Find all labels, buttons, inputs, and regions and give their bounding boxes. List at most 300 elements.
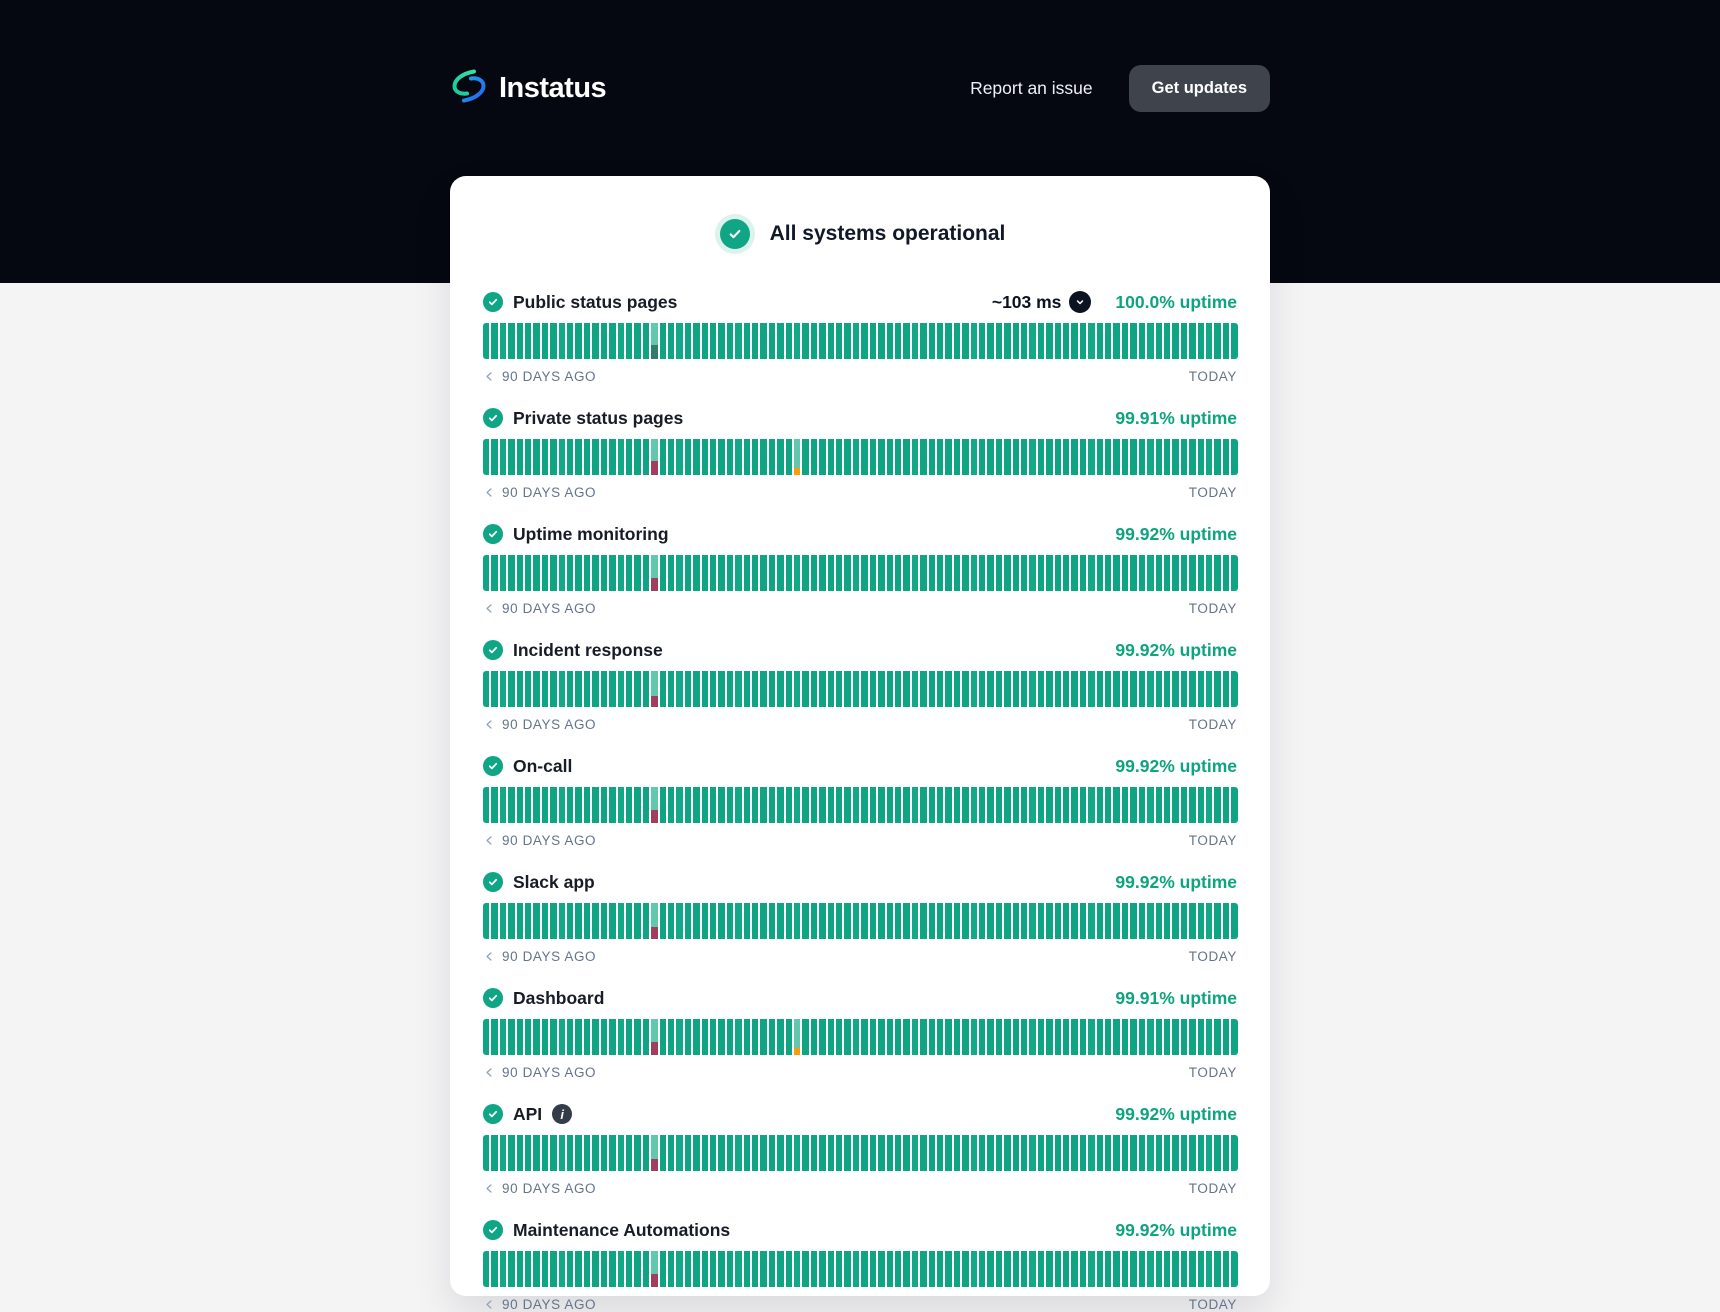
uptime-bar[interactable] [844, 323, 850, 359]
uptime-bar[interactable] [1231, 671, 1237, 707]
uptime-bar[interactable] [1063, 1019, 1069, 1055]
uptime-bar[interactable] [601, 555, 607, 591]
uptime-bar[interactable] [861, 1251, 867, 1287]
uptime-bar[interactable] [592, 1251, 598, 1287]
uptime-bar[interactable] [500, 671, 506, 707]
uptime-bar[interactable] [1172, 671, 1178, 707]
uptime-bar[interactable] [1063, 439, 1069, 475]
uptime-bar[interactable] [811, 1251, 817, 1287]
uptime-bar[interactable] [1156, 903, 1162, 939]
uptime-bar[interactable] [786, 555, 792, 591]
uptime-bar[interactable] [937, 323, 943, 359]
uptime-bars[interactable] [483, 671, 1237, 707]
uptime-bar[interactable] [567, 1251, 573, 1287]
uptime-bar[interactable] [987, 1135, 993, 1171]
uptime-bar[interactable] [668, 787, 674, 823]
uptime-bar[interactable] [517, 555, 523, 591]
uptime-bar[interactable] [491, 439, 497, 475]
uptime-bar[interactable] [1080, 671, 1086, 707]
uptime-bar[interactable] [1223, 671, 1229, 707]
uptime-bar[interactable] [1156, 323, 1162, 359]
uptime-bar[interactable] [1105, 671, 1111, 707]
uptime-bar[interactable] [609, 671, 615, 707]
uptime-bar[interactable] [676, 671, 682, 707]
uptime-bar[interactable] [525, 1019, 531, 1055]
uptime-bar[interactable] [609, 555, 615, 591]
uptime-bar[interactable] [861, 555, 867, 591]
uptime-bar[interactable] [1122, 903, 1128, 939]
uptime-bar[interactable] [903, 1019, 909, 1055]
uptime-bar[interactable] [483, 903, 489, 939]
uptime-bar[interactable] [1021, 903, 1027, 939]
uptime-bar[interactable] [1063, 555, 1069, 591]
uptime-bar[interactable] [601, 903, 607, 939]
uptime-bar[interactable] [634, 555, 640, 591]
uptime-bar[interactable] [718, 1251, 724, 1287]
uptime-bar[interactable] [870, 323, 876, 359]
uptime-bar[interactable] [1206, 671, 1212, 707]
uptime-bar[interactable] [828, 323, 834, 359]
uptime-bar[interactable] [550, 439, 556, 475]
uptime-bar[interactable] [1223, 1135, 1229, 1171]
uptime-bar[interactable] [1164, 787, 1170, 823]
uptime-bar[interactable] [861, 903, 867, 939]
uptime-bar[interactable] [777, 1251, 783, 1287]
uptime-bar[interactable] [760, 555, 766, 591]
uptime-bar[interactable] [903, 1251, 909, 1287]
uptime-bar[interactable] [1147, 555, 1153, 591]
uptime-bar[interactable] [660, 1251, 666, 1287]
uptime-bar[interactable] [559, 671, 565, 707]
uptime-bar[interactable] [584, 439, 590, 475]
uptime-bar[interactable] [1198, 1251, 1204, 1287]
uptime-bar[interactable] [1189, 1019, 1195, 1055]
uptime-bar[interactable] [1223, 323, 1229, 359]
uptime-bar[interactable] [735, 671, 741, 707]
uptime-bar[interactable] [525, 1135, 531, 1171]
uptime-bar[interactable] [744, 671, 750, 707]
uptime-bar[interactable] [853, 1135, 859, 1171]
uptime-bar[interactable] [996, 787, 1002, 823]
uptime-bar[interactable] [971, 787, 977, 823]
uptime-bar[interactable] [727, 787, 733, 823]
uptime-bar[interactable] [584, 903, 590, 939]
uptime-bar[interactable] [626, 555, 632, 591]
uptime-bar[interactable] [1113, 1135, 1119, 1171]
uptime-bar[interactable] [1013, 555, 1019, 591]
uptime-bar[interactable] [651, 671, 657, 707]
uptime-bar[interactable] [575, 1251, 581, 1287]
uptime-bar[interactable] [1164, 1251, 1170, 1287]
uptime-bar[interactable] [491, 555, 497, 591]
uptime-bar[interactable] [1156, 1019, 1162, 1055]
uptime-bar[interactable] [702, 555, 708, 591]
uptime-bar[interactable] [525, 1251, 531, 1287]
uptime-bar[interactable] [1206, 1251, 1212, 1287]
uptime-bar[interactable] [718, 787, 724, 823]
uptime-bar[interactable] [861, 787, 867, 823]
uptime-bar[interactable] [1055, 555, 1061, 591]
uptime-bar[interactable] [517, 903, 523, 939]
uptime-bar[interactable] [979, 555, 985, 591]
uptime-bar[interactable] [626, 1251, 632, 1287]
uptime-bar[interactable] [727, 555, 733, 591]
uptime-bar[interactable] [718, 439, 724, 475]
uptime-bar[interactable] [567, 787, 573, 823]
uptime-bar[interactable] [1004, 1251, 1010, 1287]
uptime-bar[interactable] [618, 671, 624, 707]
uptime-bar[interactable] [836, 1019, 842, 1055]
uptime-bar[interactable] [1181, 555, 1187, 591]
uptime-bar[interactable] [735, 1135, 741, 1171]
uptime-bar[interactable] [1214, 787, 1220, 823]
uptime-bar[interactable] [752, 1251, 758, 1287]
uptime-bar[interactable] [937, 1135, 943, 1171]
uptime-bar[interactable] [752, 1135, 758, 1171]
uptime-bar[interactable] [626, 671, 632, 707]
uptime-bar[interactable] [786, 1251, 792, 1287]
uptime-bar[interactable] [903, 1135, 909, 1171]
uptime-bar[interactable] [584, 1019, 590, 1055]
uptime-bar[interactable] [718, 1019, 724, 1055]
uptime-bar[interactable] [685, 323, 691, 359]
uptime-bar[interactable] [693, 1135, 699, 1171]
uptime-bar[interactable] [1080, 1251, 1086, 1287]
uptime-bar[interactable] [525, 671, 531, 707]
uptime-bar[interactable] [693, 787, 699, 823]
uptime-bar[interactable] [693, 671, 699, 707]
uptime-bar[interactable] [1130, 555, 1136, 591]
uptime-bar[interactable] [1038, 555, 1044, 591]
uptime-bar[interactable] [517, 787, 523, 823]
uptime-bar[interactable] [920, 323, 926, 359]
uptime-bar[interactable] [979, 671, 985, 707]
uptime-bar[interactable] [912, 1135, 918, 1171]
uptime-bar[interactable] [912, 903, 918, 939]
uptime-bar[interactable] [575, 439, 581, 475]
uptime-bar[interactable] [962, 1019, 968, 1055]
report-issue-link[interactable]: Report an issue [970, 77, 1093, 98]
uptime-bar[interactable] [500, 439, 506, 475]
uptime-bar[interactable] [702, 439, 708, 475]
uptime-bar[interactable] [660, 323, 666, 359]
uptime-bar[interactable] [1113, 439, 1119, 475]
uptime-bar[interactable] [1164, 1135, 1170, 1171]
uptime-bar[interactable] [727, 671, 733, 707]
uptime-bar[interactable] [1046, 1135, 1052, 1171]
uptime-bar[interactable] [920, 1135, 926, 1171]
uptime-bar[interactable] [861, 323, 867, 359]
uptime-bar[interactable] [542, 903, 548, 939]
uptime-bar[interactable] [760, 671, 766, 707]
uptime-bar[interactable] [567, 903, 573, 939]
uptime-bar[interactable] [1113, 787, 1119, 823]
uptime-bar[interactable] [752, 671, 758, 707]
uptime-bar[interactable] [1189, 323, 1195, 359]
uptime-bar[interactable] [954, 787, 960, 823]
uptime-bar[interactable] [828, 1135, 834, 1171]
uptime-bar[interactable] [735, 323, 741, 359]
uptime-bar[interactable] [1097, 323, 1103, 359]
uptime-bar[interactable] [870, 1135, 876, 1171]
uptime-bar[interactable] [1139, 671, 1145, 707]
uptime-bar[interactable] [1063, 323, 1069, 359]
uptime-bar[interactable] [945, 787, 951, 823]
uptime-bar[interactable] [618, 555, 624, 591]
uptime-bar[interactable] [685, 555, 691, 591]
uptime-bar[interactable] [676, 323, 682, 359]
uptime-bar[interactable] [744, 555, 750, 591]
uptime-bar[interactable] [601, 1019, 607, 1055]
uptime-bar[interactable] [954, 323, 960, 359]
uptime-bar[interactable] [668, 1019, 674, 1055]
uptime-bar[interactable] [1046, 671, 1052, 707]
uptime-bar[interactable] [609, 1135, 615, 1171]
uptime-bar[interactable] [929, 1251, 935, 1287]
uptime-bar[interactable] [844, 671, 850, 707]
uptime-bar[interactable] [786, 903, 792, 939]
uptime-bar[interactable] [979, 903, 985, 939]
uptime-bar[interactable] [979, 439, 985, 475]
uptime-bar[interactable] [819, 323, 825, 359]
uptime-bar[interactable] [626, 323, 632, 359]
uptime-bar[interactable] [618, 323, 624, 359]
uptime-bar[interactable] [1105, 1251, 1111, 1287]
uptime-bar[interactable] [525, 439, 531, 475]
uptime-bar[interactable] [819, 671, 825, 707]
uptime-bar[interactable] [1130, 1019, 1136, 1055]
uptime-bar[interactable] [592, 903, 598, 939]
uptime-bar[interactable] [1097, 555, 1103, 591]
uptime-bar[interactable] [508, 903, 514, 939]
uptime-bar[interactable] [643, 323, 649, 359]
uptime-bar[interactable] [1113, 1251, 1119, 1287]
uptime-bar[interactable] [1021, 439, 1027, 475]
uptime-bar[interactable] [786, 671, 792, 707]
uptime-bar[interactable] [584, 323, 590, 359]
uptime-bar[interactable] [1029, 787, 1035, 823]
uptime-bar[interactable] [1097, 1135, 1103, 1171]
uptime-bar[interactable] [550, 903, 556, 939]
uptime-bar[interactable] [945, 555, 951, 591]
uptime-bar[interactable] [710, 787, 716, 823]
uptime-bar[interactable] [1021, 787, 1027, 823]
uptime-bar[interactable] [575, 555, 581, 591]
uptime-bar[interactable] [651, 323, 657, 359]
uptime-bar[interactable] [861, 1019, 867, 1055]
uptime-bar[interactable] [1206, 1019, 1212, 1055]
uptime-bar[interactable] [660, 903, 666, 939]
timeline-back-control[interactable] [483, 717, 596, 732]
uptime-bar[interactable] [618, 903, 624, 939]
uptime-bar[interactable] [971, 671, 977, 707]
uptime-bar[interactable] [878, 1019, 884, 1055]
uptime-bar[interactable] [735, 1251, 741, 1287]
uptime-bar[interactable] [500, 555, 506, 591]
uptime-bar[interactable] [1231, 323, 1237, 359]
uptime-bar[interactable] [819, 903, 825, 939]
uptime-bar[interactable] [844, 787, 850, 823]
uptime-bar[interactable] [676, 787, 682, 823]
uptime-bar[interactable] [1055, 671, 1061, 707]
uptime-bar[interactable] [592, 1135, 598, 1171]
uptime-bar[interactable] [1189, 1135, 1195, 1171]
uptime-bar[interactable] [1164, 439, 1170, 475]
uptime-bar[interactable] [1021, 671, 1027, 707]
uptime-bar[interactable] [491, 1135, 497, 1171]
latency-toggle[interactable] [992, 291, 1092, 313]
uptime-bar[interactable] [979, 1251, 985, 1287]
timeline-back-control[interactable] [483, 1297, 596, 1312]
uptime-bar[interactable] [727, 439, 733, 475]
uptime-bar[interactable] [1139, 903, 1145, 939]
uptime-bar[interactable] [1021, 1135, 1027, 1171]
uptime-bar[interactable] [870, 1019, 876, 1055]
uptime-bars[interactable] [483, 555, 1237, 591]
uptime-bar[interactable] [929, 1135, 935, 1171]
uptime-bar[interactable] [844, 439, 850, 475]
uptime-bar[interactable] [601, 671, 607, 707]
uptime-bar[interactable] [517, 1019, 523, 1055]
uptime-bar[interactable] [777, 323, 783, 359]
uptime-bar[interactable] [1139, 323, 1145, 359]
uptime-bar[interactable] [1206, 903, 1212, 939]
uptime-bar[interactable] [710, 555, 716, 591]
uptime-bar[interactable] [971, 1251, 977, 1287]
uptime-bar[interactable] [559, 323, 565, 359]
uptime-bar[interactable] [660, 1019, 666, 1055]
uptime-bar[interactable] [945, 439, 951, 475]
uptime-bar[interactable] [1181, 903, 1187, 939]
uptime-bar[interactable] [802, 903, 808, 939]
uptime-bar[interactable] [491, 787, 497, 823]
uptime-bar[interactable] [517, 671, 523, 707]
uptime-bar[interactable] [1105, 1135, 1111, 1171]
uptime-bar[interactable] [996, 439, 1002, 475]
uptime-bar[interactable] [550, 787, 556, 823]
uptime-bar[interactable] [1214, 903, 1220, 939]
uptime-bar[interactable] [718, 903, 724, 939]
uptime-bar[interactable] [550, 1135, 556, 1171]
uptime-bar[interactable] [533, 323, 539, 359]
uptime-bar[interactable] [887, 1251, 893, 1287]
uptime-bar[interactable] [794, 439, 800, 475]
uptime-bar[interactable] [592, 671, 598, 707]
uptime-bar[interactable] [668, 555, 674, 591]
uptime-bar[interactable] [1004, 671, 1010, 707]
uptime-bar[interactable] [929, 903, 935, 939]
uptime-bar[interactable] [996, 555, 1002, 591]
uptime-bar[interactable] [1214, 555, 1220, 591]
uptime-bar[interactable] [1231, 439, 1237, 475]
uptime-bar[interactable] [828, 1019, 834, 1055]
uptime-bar[interactable] [735, 439, 741, 475]
uptime-bar[interactable] [895, 671, 901, 707]
uptime-bar[interactable] [643, 1135, 649, 1171]
uptime-bar[interactable] [1172, 555, 1178, 591]
uptime-bar[interactable] [643, 1251, 649, 1287]
uptime-bar[interactable] [1198, 903, 1204, 939]
uptime-bar[interactable] [1063, 1135, 1069, 1171]
uptime-bar[interactable] [542, 787, 548, 823]
uptime-bar[interactable] [1013, 439, 1019, 475]
uptime-bar[interactable] [1097, 903, 1103, 939]
uptime-bar[interactable] [1038, 323, 1044, 359]
uptime-bar[interactable] [567, 323, 573, 359]
uptime-bar[interactable] [1088, 671, 1094, 707]
uptime-bar[interactable] [727, 903, 733, 939]
uptime-bar[interactable] [903, 323, 909, 359]
uptime-bar[interactable] [971, 903, 977, 939]
uptime-bar[interactable] [1223, 1251, 1229, 1287]
uptime-bar[interactable] [870, 671, 876, 707]
uptime-bar[interactable] [1105, 787, 1111, 823]
uptime-bar[interactable] [1164, 555, 1170, 591]
uptime-bar[interactable] [609, 903, 615, 939]
uptime-bar[interactable] [1071, 787, 1077, 823]
uptime-bar[interactable] [727, 1251, 733, 1287]
uptime-bar[interactable] [651, 555, 657, 591]
uptime-bar[interactable] [1214, 1019, 1220, 1055]
uptime-bar[interactable] [592, 1019, 598, 1055]
uptime-bar[interactable] [1214, 439, 1220, 475]
uptime-bar[interactable] [483, 439, 489, 475]
uptime-bar[interactable] [962, 671, 968, 707]
uptime-bar[interactable] [853, 323, 859, 359]
uptime-bar[interactable] [685, 1019, 691, 1055]
uptime-bar[interactable] [1181, 439, 1187, 475]
uptime-bar[interactable] [954, 1135, 960, 1171]
uptime-bar[interactable] [1071, 439, 1077, 475]
uptime-bar[interactable] [769, 1251, 775, 1287]
uptime-bar[interactable] [500, 1135, 506, 1171]
uptime-bar[interactable] [929, 1019, 935, 1055]
uptime-bar[interactable] [971, 1019, 977, 1055]
timeline-back-control[interactable] [483, 601, 596, 616]
uptime-bar[interactable] [752, 903, 758, 939]
uptime-bar[interactable] [542, 671, 548, 707]
uptime-bar[interactable] [500, 1251, 506, 1287]
uptime-bar[interactable] [1071, 1135, 1077, 1171]
uptime-bar[interactable] [643, 1019, 649, 1055]
uptime-bar[interactable] [996, 1019, 1002, 1055]
uptime-bar[interactable] [483, 555, 489, 591]
uptime-bar[interactable] [575, 1135, 581, 1171]
uptime-bar[interactable] [937, 1019, 943, 1055]
uptime-bar[interactable] [1130, 323, 1136, 359]
uptime-bar[interactable] [643, 439, 649, 475]
uptime-bar[interactable] [979, 787, 985, 823]
uptime-bar[interactable] [1147, 787, 1153, 823]
uptime-bar[interactable] [1172, 1019, 1178, 1055]
uptime-bar[interactable] [626, 1019, 632, 1055]
uptime-bar[interactable] [777, 1135, 783, 1171]
uptime-bar[interactable] [1029, 1251, 1035, 1287]
uptime-bar[interactable] [643, 903, 649, 939]
uptime-bar[interactable] [1198, 323, 1204, 359]
uptime-bar[interactable] [912, 1019, 918, 1055]
uptime-bar[interactable] [643, 671, 649, 707]
uptime-bar[interactable] [861, 671, 867, 707]
uptime-bar[interactable] [1038, 439, 1044, 475]
uptime-bar[interactable] [517, 1135, 523, 1171]
uptime-bar[interactable] [685, 439, 691, 475]
uptime-bar[interactable] [525, 787, 531, 823]
uptime-bar[interactable] [710, 1135, 716, 1171]
timeline-back-control[interactable] [483, 1065, 596, 1080]
uptime-bar[interactable] [861, 439, 867, 475]
uptime-bar[interactable] [542, 1019, 548, 1055]
